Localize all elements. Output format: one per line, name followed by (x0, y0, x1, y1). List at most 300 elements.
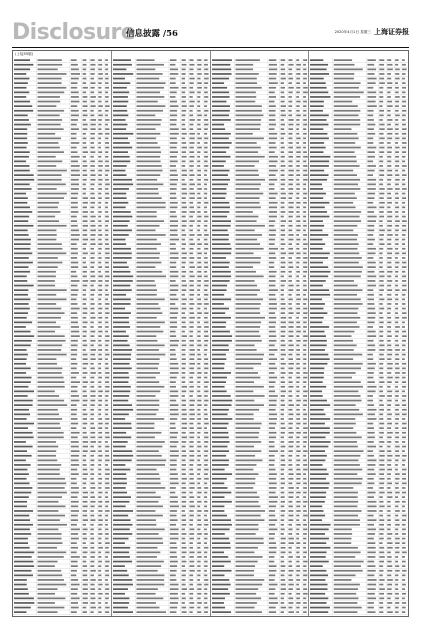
cell-text (395, 556, 398, 558)
cell-text (189, 483, 194, 485)
cell-text (136, 519, 155, 521)
cell-text (71, 506, 78, 508)
cell-text (181, 243, 185, 245)
cell-text (310, 432, 330, 434)
cell-text (212, 506, 224, 508)
cell-text (38, 105, 57, 107)
cell-text (235, 188, 259, 190)
cell-text (189, 414, 195, 416)
cell-text (14, 391, 34, 393)
cell-text (105, 220, 109, 222)
cell-text (387, 423, 392, 425)
cell-text (90, 588, 95, 590)
cell-text (268, 533, 274, 535)
cell-text (288, 556, 292, 558)
cell-text (268, 193, 277, 195)
cell-text (90, 349, 95, 351)
cell-text (71, 372, 79, 374)
cell-text (387, 496, 392, 498)
cell-text (181, 501, 186, 503)
cell-text (136, 92, 160, 94)
cell-text (170, 197, 177, 199)
cell-text (14, 184, 30, 186)
cell-text (368, 441, 374, 443)
cell-text (280, 184, 284, 186)
cell-text (105, 538, 108, 540)
cell-text (113, 538, 129, 540)
cell-text (197, 345, 201, 347)
cell-text (235, 156, 264, 158)
cell-text (189, 487, 194, 489)
cell-text (310, 92, 328, 94)
cell-text (280, 561, 284, 563)
cell-text (170, 234, 178, 236)
cell-text (310, 381, 323, 383)
cell-text (136, 207, 165, 209)
cell-text (296, 473, 301, 475)
cell-text (368, 450, 374, 452)
cell-text (38, 400, 65, 402)
cell-text (204, 266, 208, 268)
cell-text (288, 483, 292, 485)
cell-text (136, 179, 157, 181)
cell-text (38, 368, 63, 370)
cell-text (368, 92, 377, 94)
cell-text (212, 483, 224, 485)
cell-text (98, 165, 102, 167)
cell-text (38, 303, 57, 305)
cell-text (387, 262, 391, 264)
cell-text (402, 128, 407, 130)
cell-text (98, 312, 102, 314)
cell-text (402, 110, 406, 112)
cell-text (368, 124, 376, 126)
cell-text (212, 552, 224, 554)
cell-text (334, 547, 358, 549)
cell-text (402, 492, 406, 494)
cell-text (310, 607, 330, 609)
cell-text (90, 510, 93, 512)
cell-text (212, 138, 229, 140)
cell-text (368, 331, 376, 333)
cell-text (303, 73, 307, 75)
cell-text (368, 579, 377, 581)
cell-text (334, 87, 359, 89)
cell-text (212, 460, 229, 462)
cell-text (71, 207, 78, 209)
cell-text (395, 478, 399, 480)
cell-text (38, 377, 64, 379)
cell-text (170, 432, 178, 434)
cell-text (38, 73, 67, 75)
cell-text (105, 73, 108, 75)
cell-text (334, 598, 359, 600)
cell-text (170, 225, 178, 227)
cell-text (280, 285, 284, 287)
cell-text (197, 202, 201, 204)
cell-text (288, 478, 293, 480)
cell-text (14, 156, 29, 158)
cell-text (387, 381, 392, 383)
cell-text (83, 565, 87, 567)
cell-text (170, 216, 177, 218)
cell-text (90, 358, 95, 360)
cell-text (189, 82, 193, 84)
cell-text (197, 483, 200, 485)
cell-text (387, 565, 392, 567)
cell-text (71, 64, 78, 66)
cell-text (105, 529, 108, 531)
cell-text (105, 234, 108, 236)
cell-text (296, 404, 299, 406)
cell-text (387, 575, 391, 577)
cell-text (189, 165, 193, 167)
cell-text (310, 446, 328, 448)
cell-text (83, 312, 88, 314)
cell-text (303, 575, 307, 577)
cell-text (71, 101, 80, 103)
cell-text (204, 381, 209, 383)
cell-text (310, 101, 324, 103)
cell-text (38, 234, 57, 236)
cell-text (268, 96, 275, 98)
cell-text (83, 303, 86, 305)
cell-text (38, 184, 66, 186)
cell-text (368, 400, 374, 402)
cell-text (334, 271, 362, 273)
cell-text (38, 326, 61, 328)
cell-text (288, 395, 292, 397)
cell-text (303, 211, 306, 213)
cell-text (387, 598, 391, 600)
cell-text (368, 542, 376, 544)
cell-text (334, 542, 351, 544)
cell-text (90, 276, 95, 278)
cell-text (83, 478, 87, 480)
cell-text (71, 128, 79, 130)
cell-text (189, 427, 193, 429)
cell-text (189, 588, 194, 590)
cell-text (204, 138, 208, 140)
cell-text (90, 483, 94, 485)
cell-text (212, 542, 230, 544)
cell-text (235, 96, 256, 98)
cell-text (368, 515, 374, 517)
cell-text (303, 345, 306, 347)
cell-text (113, 611, 133, 613)
cell-text (170, 381, 176, 383)
cell-text (387, 391, 392, 393)
cell-text (204, 303, 209, 305)
cell-text (310, 423, 325, 425)
cell-text (310, 303, 325, 305)
cell-text (98, 202, 101, 204)
cell-text (402, 478, 406, 480)
cell-text (235, 506, 260, 508)
cell-text (14, 101, 30, 103)
cell-text (38, 128, 64, 130)
cell-text (268, 184, 274, 186)
cell-text (288, 193, 293, 195)
cell-text (136, 78, 159, 80)
cell-text (387, 593, 392, 595)
cell-text (71, 515, 78, 517)
cell-text (387, 460, 391, 462)
cell-text (105, 174, 108, 176)
cell-text (197, 69, 201, 71)
cell-text (90, 400, 95, 402)
cell-text (212, 303, 224, 305)
cell-text (280, 87, 284, 89)
cell-text (280, 538, 285, 540)
cell-text (181, 400, 185, 402)
cell-text (136, 575, 164, 577)
cell-text (170, 69, 178, 71)
cell-text (380, 253, 383, 255)
cell-text (303, 519, 306, 521)
cell-text (212, 519, 231, 521)
cell-text (38, 506, 66, 508)
cell-text (280, 515, 284, 517)
cell-text (380, 542, 383, 544)
cell-text (334, 193, 355, 195)
cell-text (83, 473, 88, 475)
cell-text (113, 345, 130, 347)
cell-text (14, 193, 26, 195)
cell-text (402, 354, 406, 356)
cell-text (136, 570, 157, 572)
cell-text (98, 147, 101, 149)
cell-text (303, 243, 308, 245)
cell-text (83, 570, 88, 572)
cell-text (387, 96, 391, 98)
cell-text (83, 299, 87, 301)
cell-text (387, 216, 392, 218)
cell-text (105, 124, 108, 126)
cell-text (113, 354, 131, 356)
cell-text (303, 138, 306, 140)
cell-text (310, 538, 329, 540)
cell-text (212, 593, 230, 595)
cell-text (235, 611, 261, 613)
cell-text (235, 372, 258, 374)
cell-text (280, 556, 283, 558)
cell-text (14, 119, 29, 121)
cell-text (71, 501, 79, 503)
cell-text (368, 289, 374, 291)
cell-text (395, 455, 400, 457)
cell-text (334, 115, 359, 117)
cell-text (83, 492, 88, 494)
cell-text (280, 211, 285, 213)
cell-text (387, 607, 390, 609)
cell-text (395, 565, 399, 567)
cell-text (83, 317, 87, 319)
cell-text (334, 460, 359, 462)
cell-text (235, 579, 264, 581)
cell-text (90, 598, 95, 600)
cell-text (310, 487, 329, 489)
cell-text (395, 446, 400, 448)
cell-text (368, 78, 377, 80)
cell-text (197, 552, 201, 554)
cell-text (90, 542, 94, 544)
cell-text (38, 276, 56, 278)
cell-text (395, 234, 398, 236)
cell-text (136, 299, 164, 301)
cell-text (170, 570, 177, 572)
cell-text (310, 579, 325, 581)
cell-text (280, 253, 285, 255)
cell-text (136, 165, 161, 167)
cell-text (181, 110, 186, 112)
cell-text (288, 381, 292, 383)
cell-text (189, 400, 194, 402)
cell-text (204, 253, 207, 255)
cell-text (189, 87, 193, 89)
cell-text (113, 556, 130, 558)
cell-text (387, 64, 392, 66)
cell-text (83, 349, 86, 351)
cell-text (280, 432, 284, 434)
cell-text (380, 276, 385, 278)
cell-text (402, 124, 406, 126)
cell-text (136, 427, 154, 429)
cell-text (380, 501, 384, 503)
cell-text (204, 128, 208, 130)
cell-text (98, 322, 101, 324)
cell-text (288, 473, 293, 475)
cell-text (387, 556, 391, 558)
cell-text (113, 469, 130, 471)
cell-text (402, 363, 406, 365)
cell-text (71, 299, 77, 301)
cell-text (280, 124, 284, 126)
cell-text (71, 133, 77, 135)
cell-text (136, 138, 156, 140)
cell-text (212, 197, 225, 199)
cell-text (280, 142, 283, 144)
cell-text (280, 220, 285, 222)
cell-text (334, 308, 359, 310)
cell-text (90, 105, 95, 107)
cell-text (105, 423, 109, 425)
cell-text (189, 492, 192, 494)
cell-text (395, 524, 400, 526)
cell-text (170, 395, 179, 397)
cell-text (235, 124, 260, 126)
cell-text (71, 142, 79, 144)
cell-text (71, 400, 80, 402)
cell-text (98, 96, 101, 98)
cell-text (170, 64, 176, 66)
cell-text (105, 335, 109, 337)
cell-text (296, 207, 300, 209)
cell-text (212, 561, 231, 563)
cell-text (14, 460, 26, 462)
cell-text (189, 119, 194, 121)
cell-text (288, 78, 293, 80)
cell-text (98, 345, 102, 347)
cell-text (90, 69, 95, 71)
cell-text (303, 285, 306, 287)
cell-text (334, 464, 360, 466)
cell-text (380, 473, 385, 475)
cell-text (181, 276, 185, 278)
cell-text (71, 464, 79, 466)
cell-text (368, 598, 377, 600)
cell-text (310, 124, 328, 126)
cell-text (288, 377, 291, 379)
cell-text (280, 179, 285, 181)
cell-text (98, 395, 102, 397)
cell-text (402, 561, 406, 563)
cell-text (14, 202, 27, 204)
cell-text (288, 202, 293, 204)
cell-text (235, 142, 256, 144)
cell-text (136, 556, 156, 558)
cell-text (368, 138, 374, 140)
cell-text (71, 450, 80, 452)
cell-text (280, 248, 284, 250)
cell-text (280, 326, 285, 328)
cell-text (280, 257, 284, 259)
cell-text (98, 529, 101, 531)
cell-text (288, 59, 292, 61)
cell-text (402, 119, 405, 121)
cell-text (14, 510, 33, 512)
cell-text (402, 225, 406, 227)
cell-text (334, 110, 361, 112)
cell-text (288, 179, 293, 181)
cell-text (197, 170, 201, 172)
cell-text (387, 441, 391, 443)
cell-text (310, 437, 326, 439)
cell-text (235, 492, 257, 494)
cell-text (387, 119, 392, 121)
cell-text (288, 496, 293, 498)
cell-text (380, 478, 385, 480)
cell-text (402, 473, 406, 475)
cell-text (288, 280, 292, 282)
cell-text (204, 87, 207, 89)
cell-text (387, 515, 390, 517)
cell-text (83, 179, 87, 181)
cell-text (71, 276, 78, 278)
cell-text (136, 220, 164, 222)
cell-text (380, 142, 384, 144)
cell-text (98, 174, 102, 176)
cell-text (71, 598, 80, 600)
cell-text (38, 174, 62, 176)
cell-text (235, 202, 259, 204)
cell-text (90, 377, 94, 379)
cell-text (83, 294, 86, 296)
cell-text (204, 345, 207, 347)
cell-text (189, 478, 193, 480)
cell-text (38, 460, 58, 462)
cell-text (402, 211, 405, 213)
cell-text (402, 501, 406, 503)
cell-text (402, 483, 407, 485)
cell-text (189, 611, 192, 613)
cell-text (288, 515, 293, 517)
cell-text (280, 611, 283, 613)
cell-text (189, 78, 194, 80)
cell-text (310, 363, 327, 365)
cell-text (212, 579, 229, 581)
cell-text (38, 165, 57, 167)
